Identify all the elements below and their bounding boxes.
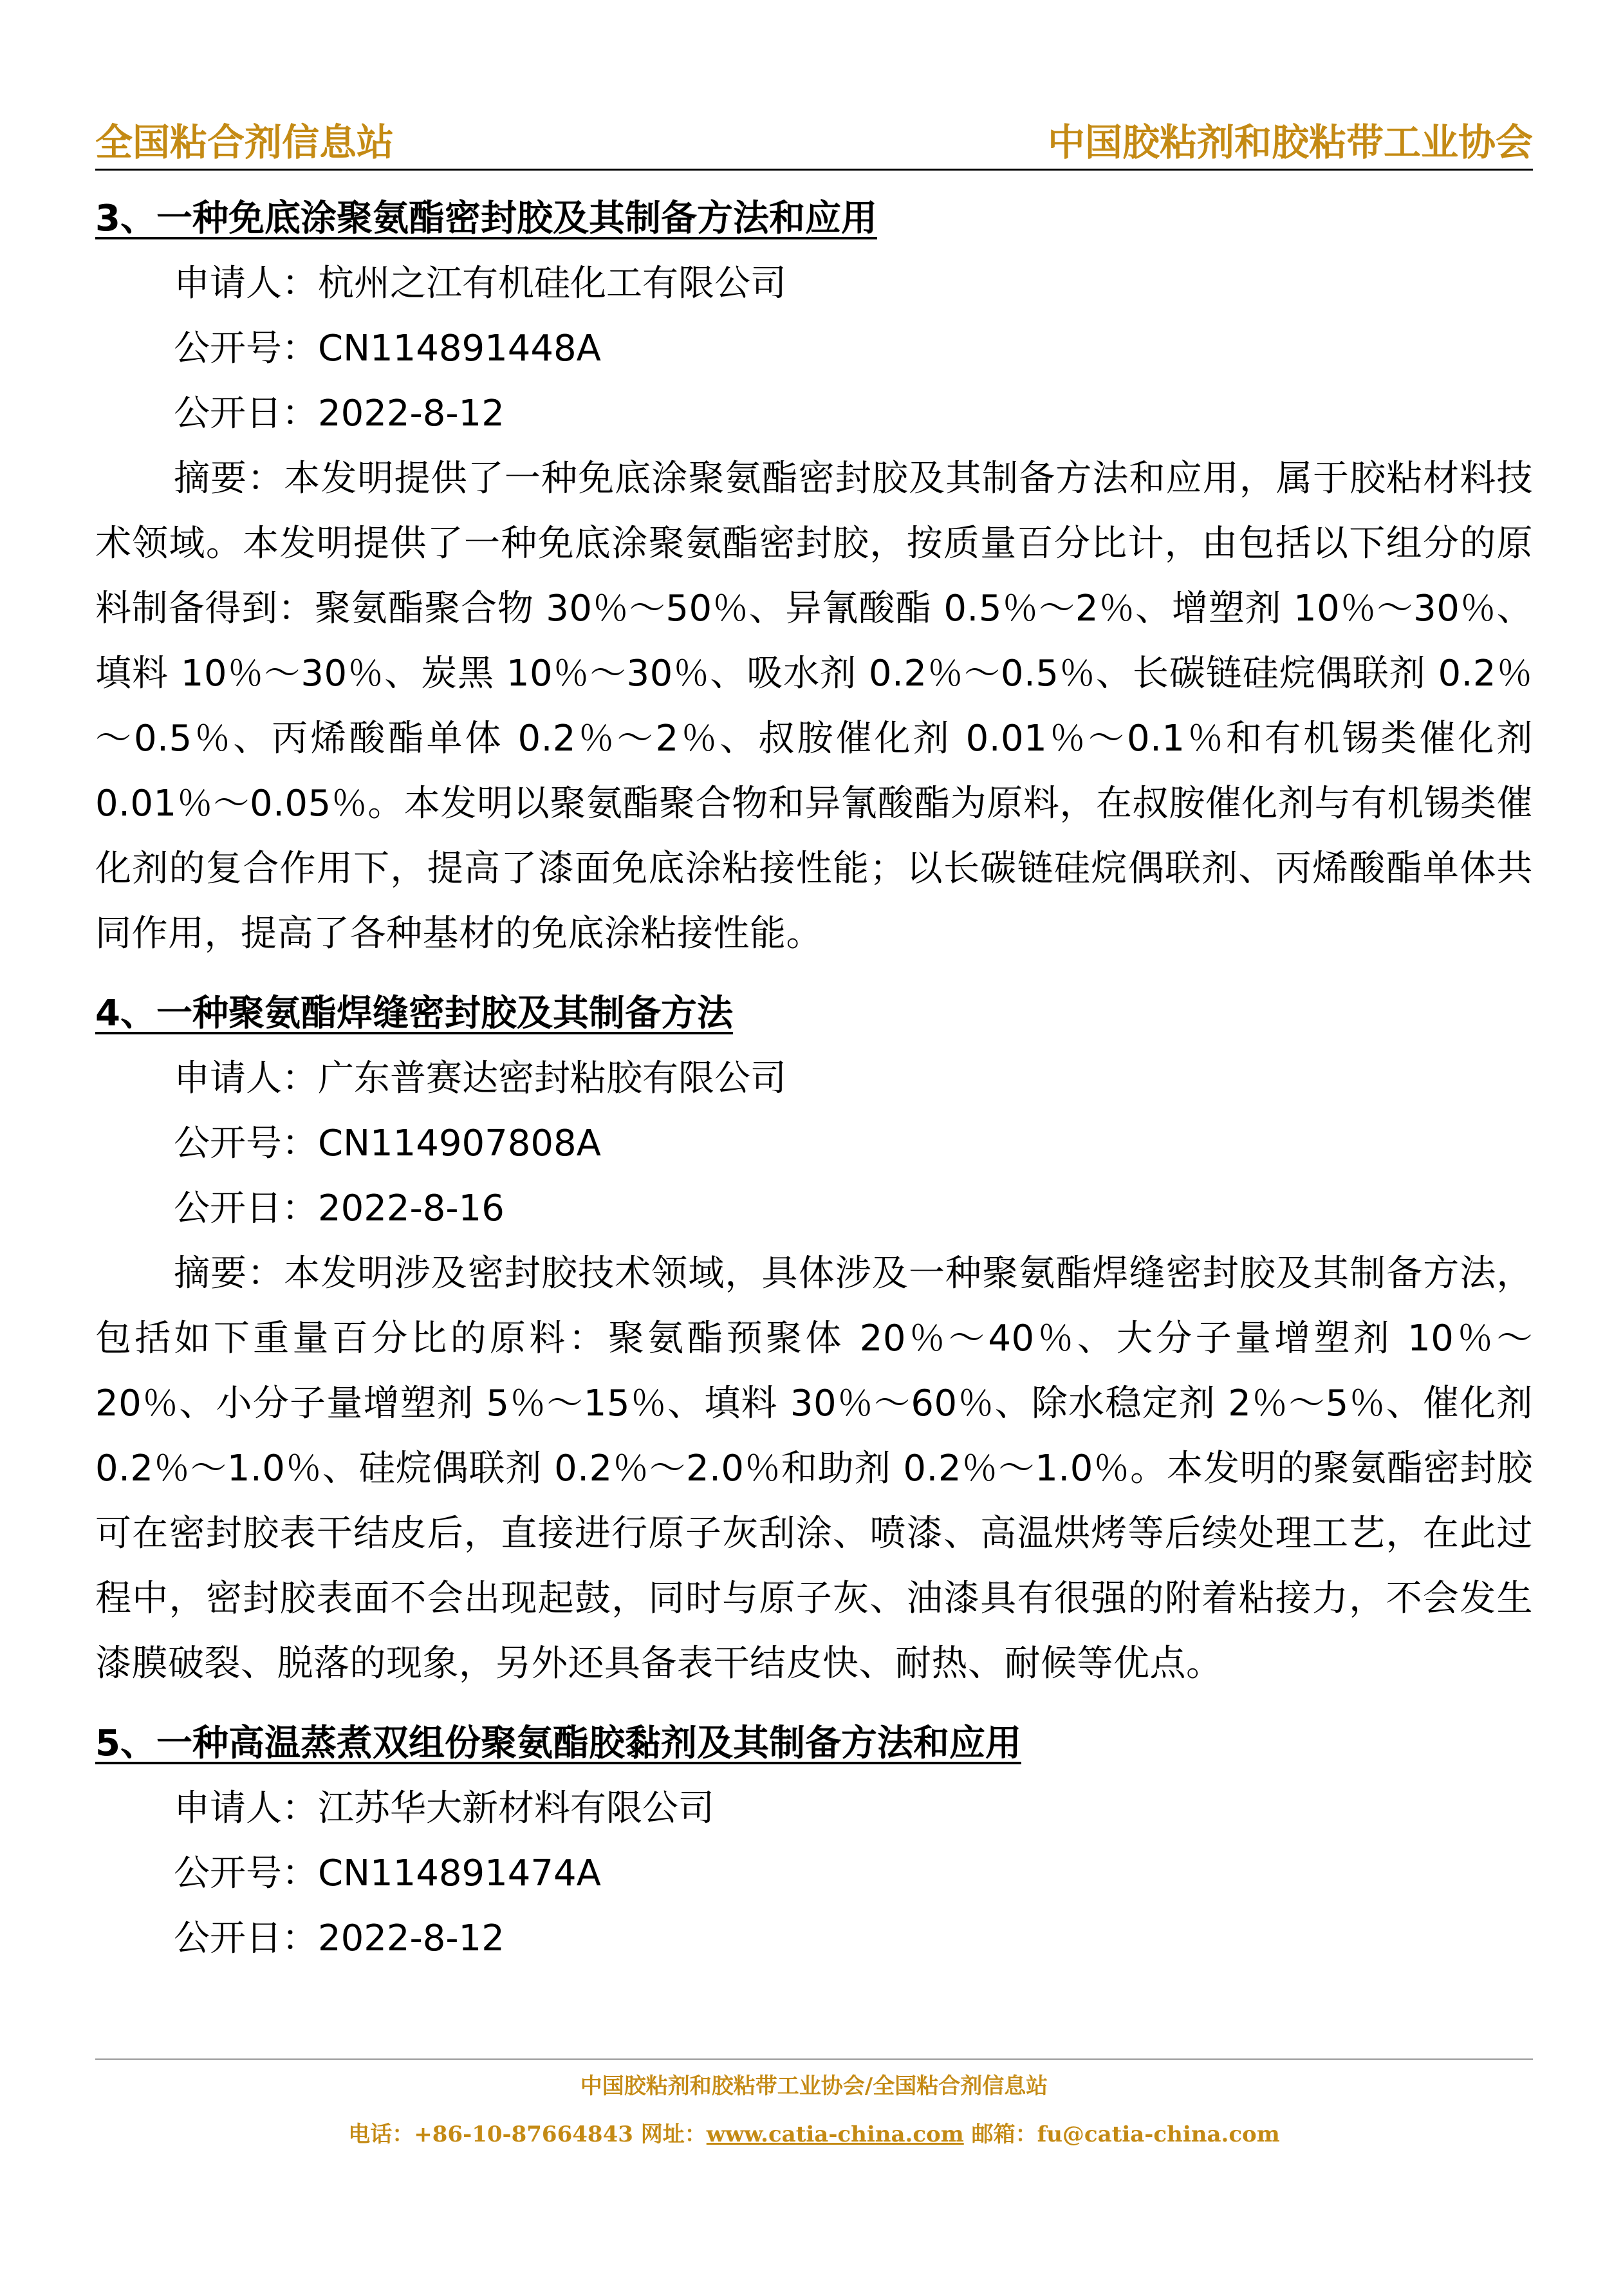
entry-publication-date: 公开日：2022-8-16 — [174, 1188, 505, 1229]
entry-publication-number: 公开号：CN114891448A — [174, 328, 601, 369]
header-divider — [95, 169, 1533, 171]
footer-email[interactable]: fu@catia-china.com — [1037, 2122, 1280, 2147]
patent-entry-3 — [95, 187, 1533, 966]
footer-mail-label: 邮箱： — [971, 2122, 1037, 2147]
footer-contact — [95, 2115, 1533, 2154]
header-left-title: 全国粘合剂信息站 — [95, 120, 394, 164]
entry-publication-number: 公开号：CN114891474A — [174, 1853, 601, 1894]
entry-title: 5、一种高温蒸煮双组份聚氨酯胶黏剂及其制备方法和应用 — [95, 1722, 1021, 1764]
entry-abstract: 摘要：本发明涉及密封胶技术领域，具体涉及一种聚氨酯焊缝密封胶及其制备方法，包括如下重量百分比的原料：聚氨酯预聚体 20％～40％、大分子量增塑剂 10％～20％、小分子量增塑剂 5％～15％、填料 30％～60％、除水稳定剂 2％～5％、催化剂 0.2％～1.0％、硅烷偶联剂 0.2％～2.0％和助剂 0.2％～1.0％。本发明的聚氨酯密封胶可在密封胶表干结皮后，直接进行原子灰刮涂、喷漆、高温烘烤等后续处理工艺，在此过程中，密封胶表面不会出现起鼓，同时与原子灰、油漆具有很强的附着粘接力，不会发生漆膜破裂、脱落的现象，另外还具备表干结皮快、耐热、耐候等优点。 — [95, 1253, 1533, 1685]
entry-applicant: 申请人：江苏华大新材料有限公司 — [174, 1787, 714, 1829]
entry-applicant: 申请人：广东普赛达密封粘胶有限公司 — [174, 1058, 786, 1099]
patent-entry-4 — [95, 982, 1533, 1696]
entry-publication-date: 公开日：2022-8-12 — [174, 393, 505, 434]
footer-web-label: 网址： — [640, 2122, 707, 2147]
header-right-title: 中国胶粘剂和胶粘带工业协会 — [1047, 120, 1533, 164]
entry-title: 4、一种聚氨酯焊缝密封胶及其制备方法 — [95, 993, 733, 1034]
document-body — [95, 187, 1533, 1971]
entry-title: 3、一种免底涂聚氨酯密封胶及其制备方法和应用 — [95, 198, 877, 239]
entry-abstract: 摘要：本发明提供了一种免底涂聚氨酯密封胶及其制备方法和应用，属于胶粘材料技术领域。本发明提供了一种免底涂聚氨酯密封胶，按质量百分比计，由包括以下组分的原料制备得到：聚氨酯聚合物 30％～50％、异氰酸酯 0.5％～2％、增塑剂 10％～30％、填料 10％～30％、炭黑 10％～30％、吸水剂 0.2％～0.5％、长碳链硅烷偶联剂 0.2％～0.5％、丙烯酸酯单体 0.2％～2％、叔胺催化剂 0.01％～0.1％和有机锡类催化剂 0.01％～0.05％。本发明以聚氨酯聚合物和异氰酸酯为原料，在叔胺催化剂与有机锡类催化剂的复合作用下，提高了漆面免底涂粘接性能；以长碳链硅烷偶联剂、丙烯酸酯单体共同作用，提高了各种基材的免底涂粘接性能。 — [95, 458, 1533, 955]
footer-phone: 电话：+86-10-87664843 — [348, 2122, 633, 2147]
entry-publication-date: 公开日：2022-8-12 — [174, 1918, 505, 1959]
footer-website-link[interactable]: www.catia-china.com — [706, 2122, 964, 2147]
entry-publication-number: 公开号：CN114907808A — [174, 1123, 601, 1164]
patent-entry-5 — [95, 1712, 1533, 1971]
entry-applicant: 申请人：杭州之江有机硅化工有限公司 — [174, 263, 786, 304]
footer-divider — [95, 2058, 1533, 2060]
page-header — [95, 117, 1533, 167]
footer-organization: 中国胶粘剂和胶粘带工业协会/全国粘合剂信息站 — [580, 2073, 1048, 2099]
